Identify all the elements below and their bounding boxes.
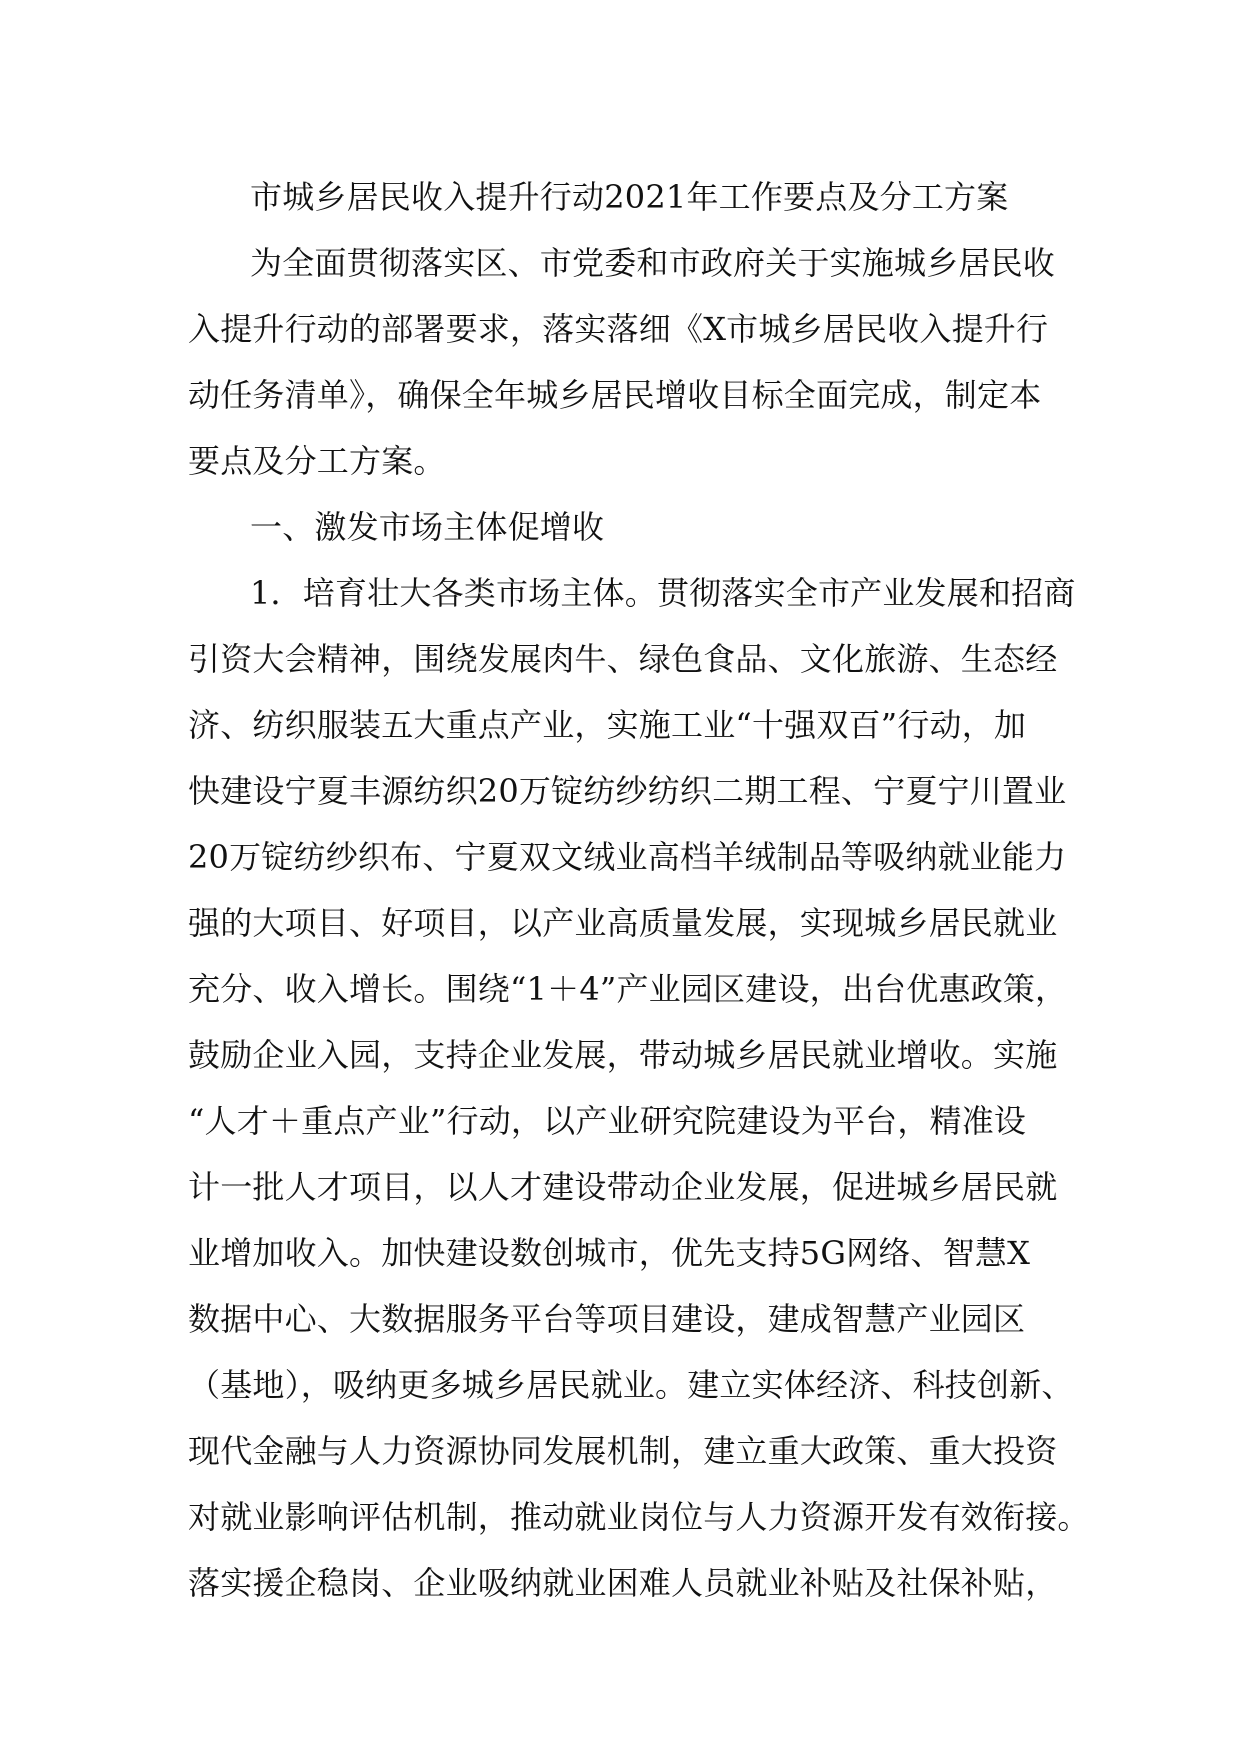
- item-paragraph-line: 20万锭纺纱织布、宁夏双文绒业高档羊绒制品等吸纳就业能力: [188, 838, 1067, 876]
- item-paragraph-line: 济、纺织服装五大重点产业，实施工业“十强双百”行动，加: [188, 706, 1027, 744]
- item-paragraph-line: 充分、收入增长。围绕“1＋4”产业园区建设，出台优惠政策，: [188, 970, 1068, 1008]
- item-paragraph-line: （基地），吸纳更多城乡居民就业。建立实体经济、科技创新、: [188, 1366, 1074, 1404]
- item-paragraph-line: 鼓励企业入园，支持企业发展，带动城乡居民就业增收。实施: [188, 1036, 1058, 1074]
- item-paragraph-line: 1．培育壮大各类市场主体。贯彻落实全市产业发展和招商: [250, 574, 1076, 612]
- document-body: [188, 164, 1090, 1616]
- item-paragraph-line: 强的大项目、好项目，以产业高质量发展，实现城乡居民就业: [188, 904, 1058, 942]
- item-paragraph-line: 引资大会精神，围绕发展肉牛、绿色食品、文化旅游、生态经: [188, 640, 1058, 678]
- intro-paragraph-line: 为全面贯彻落实区、市党委和市政府关于实施城乡居民收: [250, 244, 1056, 282]
- item-paragraph-line: 落实援企稳岗、企业吸纳就业困难人员就业补贴及社保补贴，: [188, 1564, 1058, 1602]
- document-title: 市城乡居民收入提升行动2021年工作要点及分工方案: [250, 178, 1009, 216]
- item-paragraph-line: 数据中心、大数据服务平台等项目建设，建成智慧产业园区: [188, 1300, 1026, 1338]
- item-paragraph-line: 对就业影响评估机制，推动就业岗位与人力资源开发有效衔接。: [188, 1498, 1090, 1536]
- section-heading: 一、激发市场主体促增收: [250, 508, 605, 546]
- item-paragraph-line: 业增加收入。加快建设数创城市，优先支持5G网络、智慧X: [188, 1234, 1031, 1272]
- item-paragraph-line: 现代金融与人力资源协同发展机制，建立重大政策、重大投资: [188, 1432, 1058, 1470]
- item-paragraph-line: 计一批人才项目，以人才建设带动企业发展，促进城乡居民就: [188, 1168, 1058, 1206]
- intro-paragraph-line: 动任务清单》，确保全年城乡居民增收目标全面完成，制定本: [188, 376, 1042, 414]
- intro-paragraph-line: 入提升行动的部署要求，落实落细《X市城乡居民收入提升行: [188, 310, 1049, 348]
- item-paragraph-line: 快建设宁夏丰源纺织20万锭纺纱纺织二期工程、宁夏宁川置业: [188, 772, 1067, 810]
- intro-paragraph-line: 要点及分工方案。: [188, 442, 446, 480]
- item-paragraph-line: “人才＋重点产业”行动，以产业研究院建设为平台，精准设: [188, 1102, 1027, 1140]
